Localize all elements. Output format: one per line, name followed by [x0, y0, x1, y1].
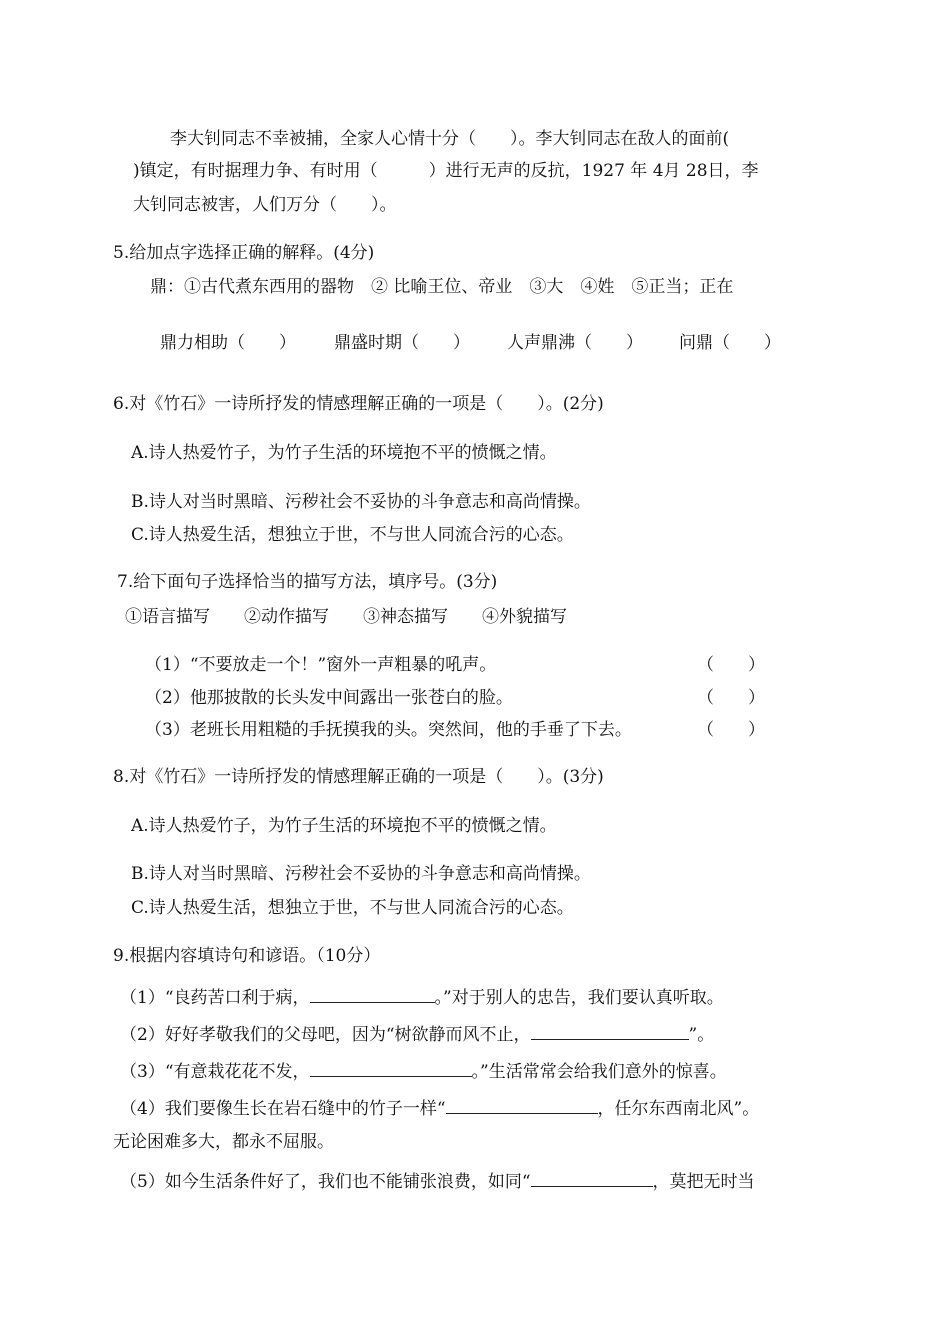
q7-title: 7.给下面句子选择恰当的描写方法，填序号。(3分): [117, 572, 498, 592]
q9-item-5-pre: （5）如今生活条件好了，我们也不能铺张浪费，如同“: [120, 1172, 531, 1192]
q7-methods: ①语言描写 ②动作描写 ③神态描写 ④外貌描写: [125, 607, 567, 627]
q7-item-1: （1）“不要放走一个！”窗外一声粗暴的吼声。: [145, 655, 497, 675]
q9-item-5-post: ，莫把无时当: [652, 1172, 755, 1192]
q9-blank-5[interactable]: [531, 1171, 653, 1187]
q9-item-4-continued: 无论困难多大，都永不屈服。: [113, 1132, 334, 1152]
q8-option-c: C.诗人热爱生活，想独立于世，不与世人同流合污的心态。: [131, 898, 574, 918]
q9-blank-4[interactable]: [446, 1098, 598, 1114]
q7-answer-3: （ ）: [697, 720, 765, 740]
q5-item-4: 问鼎（ ）: [679, 333, 781, 353]
q9-item-3-post: 。”生活常常会给我们意外的惊喜。: [471, 1062, 727, 1082]
q6-option-c: C.诗人热爱生活，想独立于世，不与世人同流合污的心态。: [131, 525, 574, 545]
q9-item-2-post: ”。: [688, 1025, 715, 1045]
q5-item-3: 人声鼎沸（ ）: [507, 333, 643, 353]
q8-option-b: B.诗人对当时黑暗、污秽社会不妥协的斗争意志和高尚情操。: [131, 864, 591, 884]
q9-item-1-post: 。”对于别人的忠告，我们要认真听取。: [434, 988, 724, 1008]
passage-line-2: )镇定，有时据理力争、有时用（ ）进行无声的反抗，1927 年 4月 28日，李: [133, 161, 759, 181]
q9-item-1-pre: （1）“良药苦口利于病，: [120, 988, 310, 1008]
q7-answer-2: （ ）: [697, 688, 765, 708]
q6-option-b: B.诗人对当时黑暗、污秽社会不妥协的斗争意志和高尚情操。: [131, 492, 591, 512]
q9-item-3: [120, 1061, 727, 1081]
q6-option-a: A.诗人热爱竹子，为竹子生活的环境抱不平的愤慨之情。: [131, 443, 557, 463]
q8-option-a: A.诗人热爱竹子，为竹子生活的环境抱不平的愤慨之情。: [131, 816, 557, 836]
q9-item-3-pre: （3）“有意栽花花不发，: [120, 1062, 310, 1082]
q8-title: 8.对《竹石》一诗所抒发的情感理解正确的一项是（ ）。(3分): [113, 767, 604, 787]
q5-item-1: 鼎力相助（ ）: [160, 333, 296, 353]
q5-item-2: 鼎盛时期（ ）: [334, 333, 470, 353]
q9-item-5: [120, 1171, 755, 1191]
passage-line-3: 大钊同志被害，人们万分（ ）。: [133, 195, 397, 215]
q9-title: 9.根据内容填诗句和谚语。（10分）: [113, 946, 381, 966]
q7-item-2: （2）他那披散的长头发中间露出一张苍白的脸。: [145, 688, 513, 708]
q9-blank-1[interactable]: [310, 987, 435, 1003]
q9-blank-3[interactable]: [310, 1061, 472, 1077]
q9-item-4: [120, 1098, 759, 1118]
q6-title: 6.对《竹石》一诗所抒发的情感理解正确的一项是（ ）。(2分): [113, 394, 604, 414]
q5-options: 鼎：①古代煮东西用的器物 ② 比喻王位、帝业 ③大 ④姓 ⑤正当；正在: [150, 277, 734, 297]
passage-line-1: 李大钊同志不幸被捕，全家人心情十分（ ）。李大钊同志在敌人的面前(: [170, 129, 730, 149]
q5-title: 5.给加点字选择正确的解释。(4分): [113, 243, 375, 263]
q9-item-4-pre: （4）我们要像生长在岩石缝中的竹子一样“: [120, 1099, 446, 1119]
q9-item-2: [120, 1024, 714, 1044]
q7-answer-1: （ ）: [697, 655, 765, 675]
q9-item-1: [120, 987, 724, 1007]
q9-item-2-pre: （2）好好孝敬我们的父母吧，因为“树欲静而风不止，: [120, 1025, 531, 1045]
q9-item-4-post: ，任尔东西南北风”。: [597, 1099, 760, 1119]
q7-item-3: （3）老班长用粗糙的手抚摸我的头。突然间，他的手垂了下去。: [145, 720, 632, 740]
q9-blank-2[interactable]: [531, 1024, 689, 1040]
